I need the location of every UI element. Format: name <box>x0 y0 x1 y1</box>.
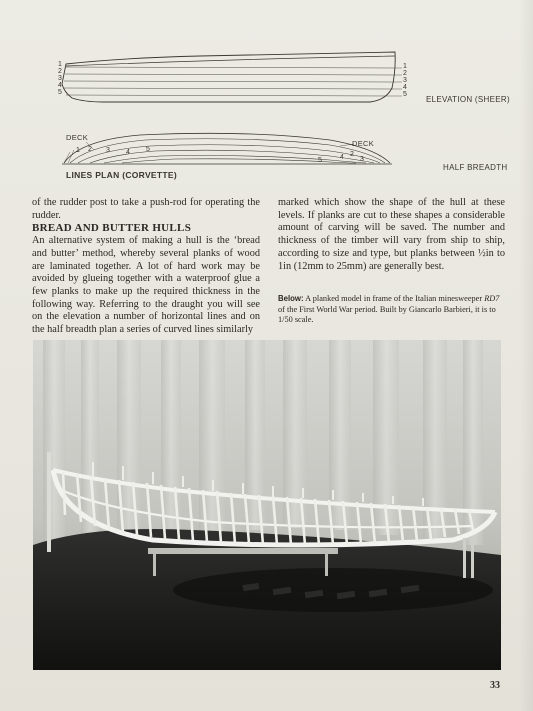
photo-caption <box>278 294 506 326</box>
stern-number-1: 1 <box>58 61 63 68</box>
plan-number-right-4: 4 <box>340 154 345 161</box>
bow-number-2: 2 <box>403 70 408 77</box>
elevation-label: ELEVATION (SHEER) <box>426 95 510 104</box>
plan-number-2: 2 <box>88 146 93 153</box>
lines-plan-title: LINES PLAN (CORVETTE) <box>66 170 177 180</box>
stern-number-5: 5 <box>58 89 63 96</box>
caption-model-name: RD7 <box>484 294 500 303</box>
stern-number-4: 4 <box>58 82 63 89</box>
stern-number-3: 3 <box>58 75 63 82</box>
half-breadth-line-3 <box>90 150 374 163</box>
plan-number-right-5: 5 <box>318 157 323 164</box>
plan-number-right-2: 2 <box>350 151 355 158</box>
bow-number-5: 5 <box>403 91 408 98</box>
deck-label-right: DECK <box>352 139 375 148</box>
paragraph-rudder: of the rudder post to take a push-rod for operating the rudder. <box>32 197 260 221</box>
ship-model-photo <box>33 340 501 670</box>
page-number: 33 <box>490 680 500 691</box>
text-column-left <box>32 197 260 337</box>
stern-number-2: 2 <box>58 68 63 75</box>
paragraph-bread-butter: An alternative system of making a hull is the ‘bread and butter’ method, whereby several planks of wood are laminated together. A lot of hard work may be avoided by glueing together with a waterproof glue a few planks to make up the required thickness in the following way. Referring to the draught you will see on the elevation a number of horizontal lines and on the half breadth plan a series of curved lines similarly <box>32 235 260 336</box>
caption-lead: Below: <box>278 294 304 303</box>
plan-number-right-3: 3 <box>360 156 365 163</box>
half-breadth-line-1 <box>70 139 385 163</box>
caption-body-2: of the First World War period. Built by Giancarlo Barbieri, it is to 1/50 scale. <box>278 304 496 325</box>
plan-number-5: 5 <box>146 146 151 153</box>
section-heading: BREAD AND BUTTER HULLS <box>32 222 192 235</box>
half-breadth-label: HALF BREADTH <box>443 163 508 172</box>
bow-number-3: 3 <box>403 77 408 84</box>
deck-label-left: DECK <box>66 133 89 142</box>
waterline-2 <box>65 74 392 75</box>
bow-number-1: 1 <box>403 63 408 70</box>
waterline-4 <box>64 88 389 89</box>
plan-number-3: 3 <box>106 147 111 154</box>
text-column-right <box>278 197 505 273</box>
sheer-line <box>66 56 395 66</box>
paragraph-planks: marked which show the shape of the hull at these levels. If planks are cut to these shapes a considerable amount of carving will be saved. The number and thickness of the timber will vary from ship to ship, according to size and type, but planks between ½in to 1in (12mm to 25mm) are generally best. <box>278 197 505 272</box>
elevation-hull-outline <box>62 52 395 102</box>
caption-body-1: A planked model in frame of the Italian minesweeper <box>303 294 485 303</box>
plan-number-4: 4 <box>126 149 131 156</box>
waterline-1 <box>66 67 393 68</box>
waterline-5 <box>66 95 386 96</box>
bow-number-4: 4 <box>403 84 408 91</box>
waterline-3 <box>64 81 391 82</box>
plan-number-1: 1 <box>76 147 81 154</box>
